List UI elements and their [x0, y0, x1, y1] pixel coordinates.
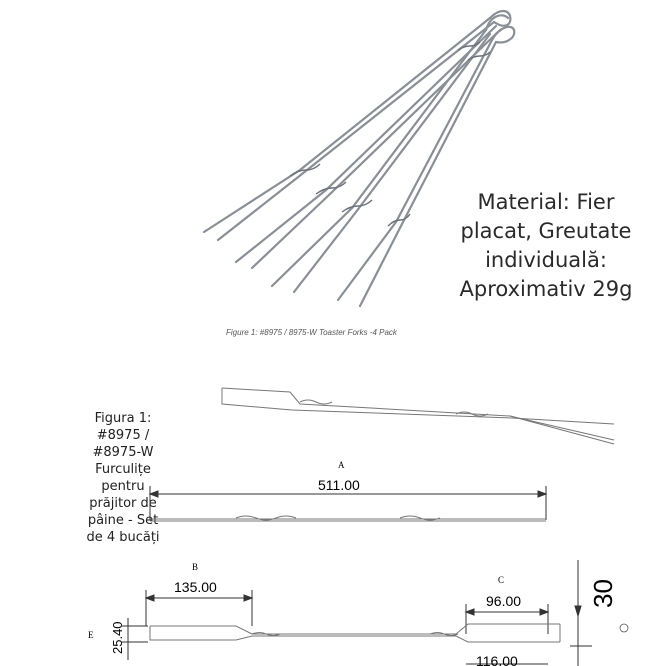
- dimension-c-value: 96.00: [486, 593, 522, 609]
- material-weight-text: Material: Fier placat, Greutate individuală: Aproximativ 29g: [459, 190, 633, 301]
- dimension-d-value: 116.00: [476, 653, 518, 666]
- dimension-a-letter: A: [338, 460, 345, 470]
- fork-plan-view: [150, 624, 560, 642]
- fork-side-view: [150, 516, 546, 521]
- dimension-height-value: 30: [588, 579, 618, 608]
- dimension-e-value: 25.40: [110, 621, 125, 654]
- dimension-c-letter: C: [498, 575, 505, 585]
- fork-perspective-drawing: [222, 388, 614, 444]
- dimension-b: [146, 590, 252, 626]
- dimension-height: [570, 560, 592, 666]
- dimension-a-value: 511.00: [318, 477, 360, 493]
- dimension-b-letter: B: [192, 562, 199, 572]
- dimension-e-letter: E: [88, 630, 94, 640]
- dimension-b-value: 135.00: [174, 579, 217, 595]
- dimension-e: [122, 618, 148, 660]
- figure-caption: Figure 1: #8975 / 8975-W Toaster Forks -4 Pack: [226, 328, 397, 337]
- dimension-marker-icon: [620, 624, 628, 632]
- side-caption: Figura 1: #8975 / #8975-W Furculițe pentru prăjitor de pâine - Set de 4 bucăți: [86, 411, 160, 545]
